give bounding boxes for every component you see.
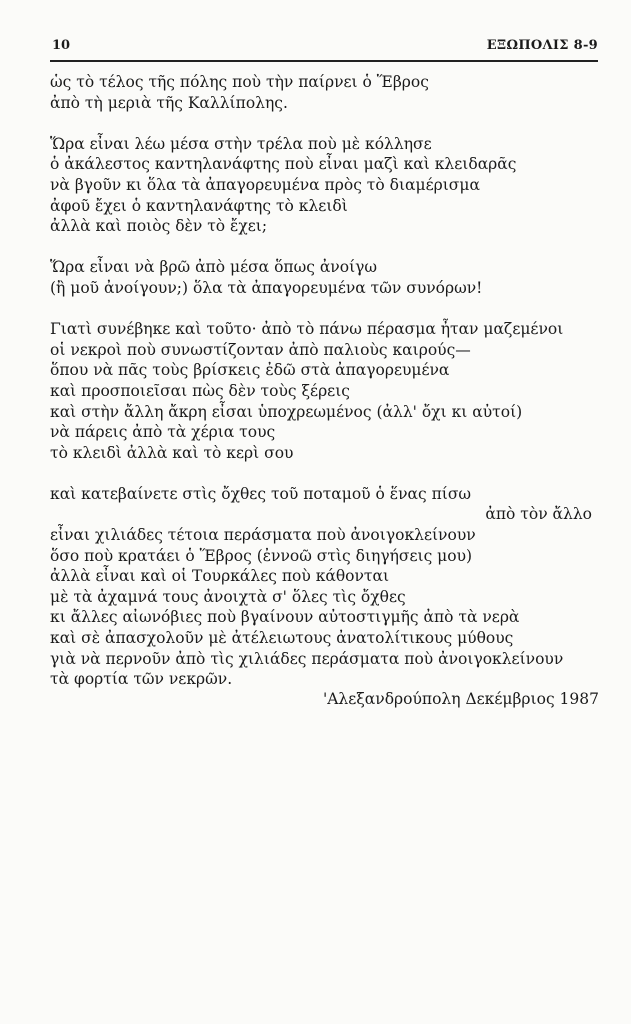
poem-body	[50, 72, 598, 710]
stanza	[50, 319, 598, 463]
poem-line: ὁ ἀκάλεστος καντηλανάφτης ποὺ εἶναι μαζὶ καὶ κλειδαρᾶς	[50, 155, 517, 174]
journal-title: ΕΞΩΠΟΛΙΣ 8-9	[486, 38, 598, 53]
header-rule	[50, 60, 598, 62]
poem-line: καὶ σὲ ἀπασχολοῦν μὲ ἀτέλειωτους ἀνατολίτικους μύθους	[50, 629, 514, 648]
poem-line: (ἢ μοῦ ἀνοίγουν;) ὅλα τὰ ἀπαγορευμένα τῶν συνόρων!	[50, 278, 483, 297]
poem-line: νὰ πάρεις ἀπὸ τὰ χέρια τους	[50, 423, 276, 442]
poem-line: νὰ βγοῦν κι ὅλα τὰ ἀπαγορευμένα πρὸς τὸ διαμέρισμα	[50, 175, 480, 194]
poem-line: Ὥρα εἶναι λέω μέσα στὴν τρέλα ποὺ μὲ κόλλησε	[50, 134, 432, 153]
poem-line: ἀλλὰ καὶ ποιὸς δὲν τὸ ἔχει;	[50, 217, 268, 236]
poem-line: ὡς τὸ τέλος τῆς πόλης ποὺ τὴν παίρνει ὁ Ἕβρος	[50, 73, 429, 91]
poem-line: τὰ φορτία τῶν νεκρῶν.	[50, 670, 233, 689]
poem-line-indented: ἀπὸ τὸν ἄλλο	[485, 505, 592, 524]
stanza	[50, 484, 598, 690]
stanza	[50, 257, 598, 298]
poem-line: καὶ προσποιεῖσαι πὼς δὲν τοὺς ξέρεις	[50, 381, 350, 400]
poem-line: ἀλλὰ εἶναι καὶ οἱ Τουρκάλες ποὺ κάθονται	[50, 567, 390, 586]
poem-line: οἱ νεκροὶ ποὺ συνωστίζονταν ἀπὸ παλιοὺς καιρούς—	[50, 340, 471, 359]
poem-line: τὸ κλειδὶ ἀλλὰ καὶ τὸ κερὶ σου	[50, 443, 294, 462]
poem-line: κι ἄλλες αἰωνόβιες ποὺ βγαίνουν αὐτοστιγμῆς ἀπὸ τὰ νερὰ	[50, 608, 520, 627]
stanza	[50, 134, 598, 237]
poem-line: μὲ τὰ ἀχαμνά τους ἀνοιχτὰ σ' ὅλες τὶς ὄχθες	[50, 587, 406, 606]
poem-line: γιὰ νὰ περνοῦν ἀπὸ τὶς χιλιάδες περάσματα ποὺ ἀνοιγοκλείνουν	[50, 649, 564, 668]
page-number: 10	[52, 38, 71, 53]
poem-line: καὶ στὴν ἄλλη ἄκρη εἶσαι ὑποχρεωμένος (ἀλλ' ὄχι κι αὐτοί)	[50, 402, 523, 421]
place-date-signature: 'Αλεξανδρούπολη Δεκέμβριος 1987	[322, 690, 599, 708]
poem-line: Ὥρα εἶναι νὰ βρῶ ἀπὸ μέσα ὅπως ἀνοίγω	[50, 258, 378, 277]
stanza	[50, 72, 598, 113]
poem-line: ὅπου νὰ πᾶς τοὺς βρίσκεις ἐδῶ στὰ ἀπαγορευμένα	[50, 361, 450, 380]
poem-line: Γιατὶ συνέβηκε καὶ τοῦτο· ἀπὸ τὸ πάνω πέρασμα ἦταν μαζεμένοι	[50, 320, 564, 339]
poem-line: ὅσο ποὺ κρατάει ὁ Ἕβρος (ἐννοῶ στὶς διηγήσεις μου)	[50, 546, 473, 565]
page-header	[52, 38, 598, 56]
poem-line: καὶ κατεβαίνετε στὶς ὄχθες τοῦ ποταμοῦ ὁ ἕνας πίσω	[50, 484, 472, 503]
poem-line: ἀπὸ τὴ μεριὰ τῆς Καλλίπολης.	[50, 93, 288, 112]
poem-line: εἶναι χιλιάδες τέτοια περάσματα ποὺ ἀνοιγοκλείνουν	[50, 526, 476, 545]
poem-line: ἀφοῦ ἔχει ὁ καντηλανάφτης τὸ κλειδὶ	[50, 196, 348, 215]
